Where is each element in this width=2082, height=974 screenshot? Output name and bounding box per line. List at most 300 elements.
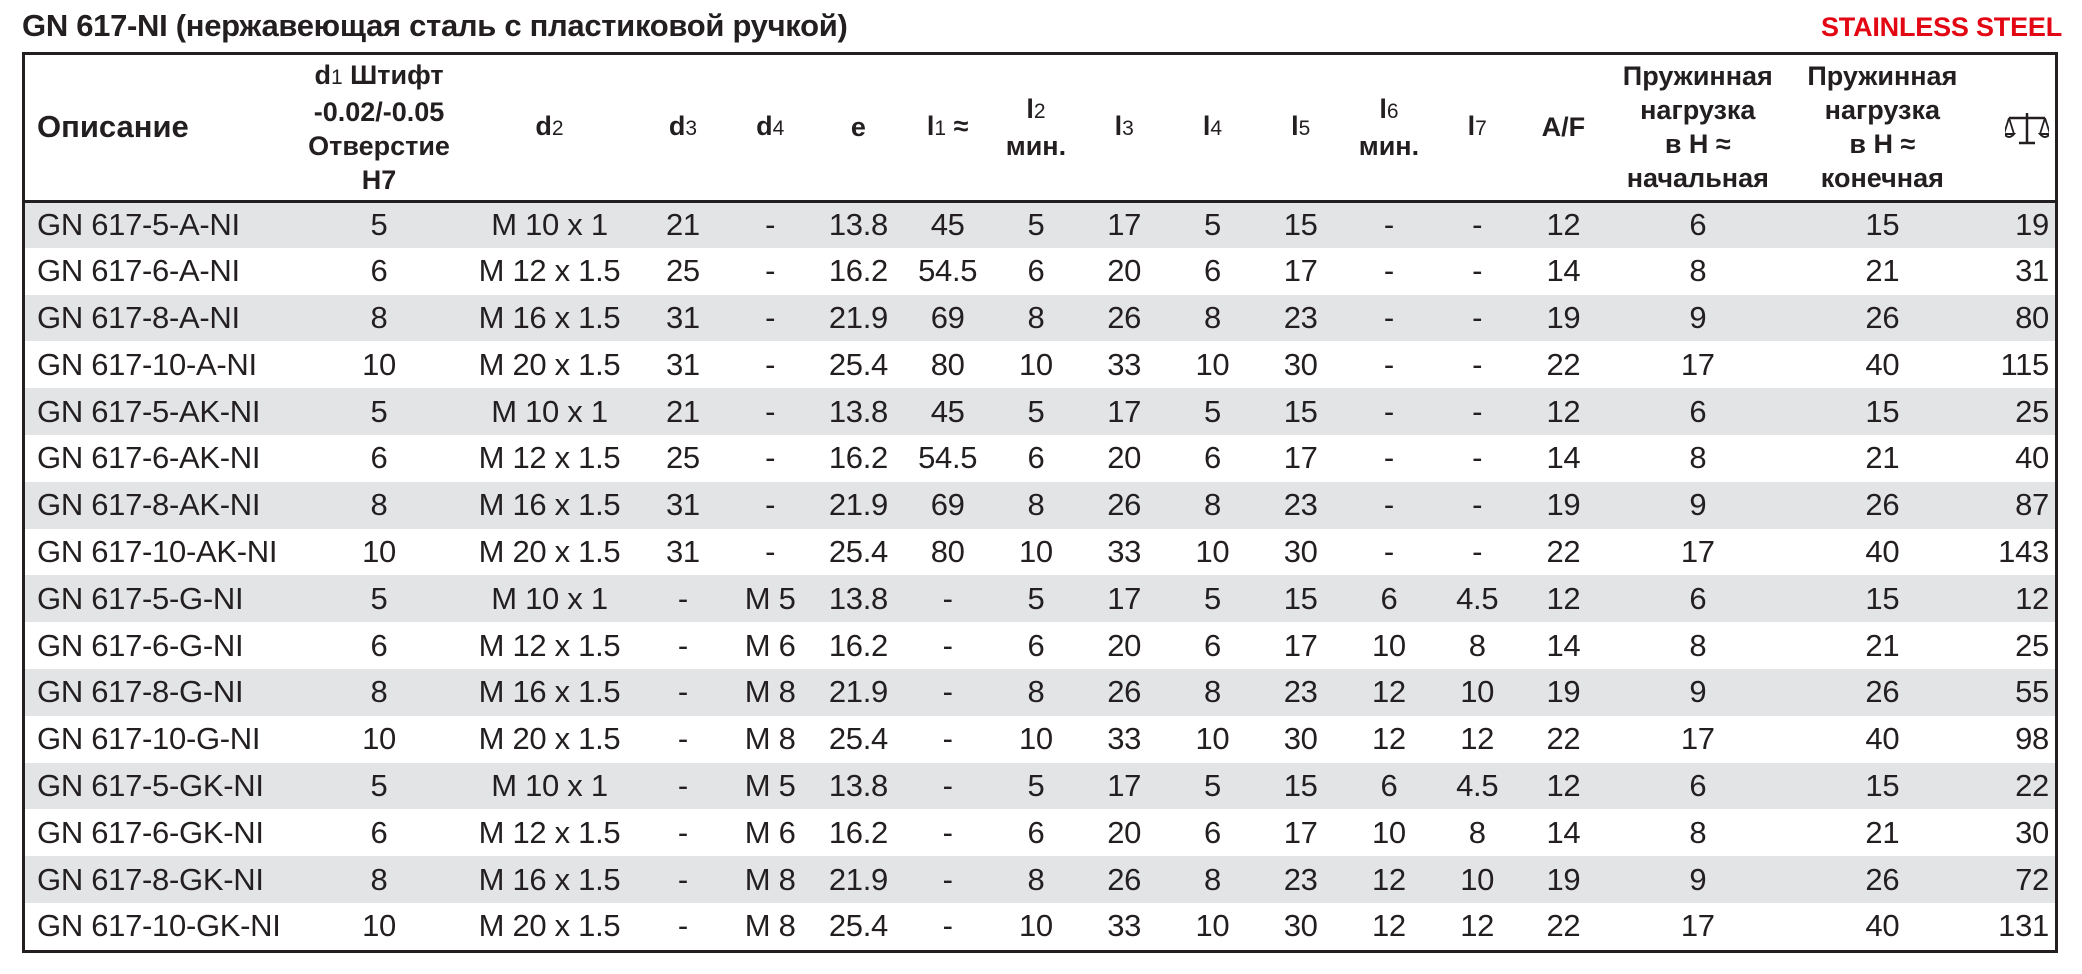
cell-spring-final: 26 [1865,674,1900,710]
cell-d2: M 20 x 1.5 [478,908,621,944]
cell-spring-initial: 8 [1689,814,1707,850]
cell-d3: 31 [665,487,700,523]
cell-l1: - [942,721,953,757]
cell-l7: 12 [1460,721,1495,757]
cell-d2: M 10 x 1 [491,393,608,429]
table-body [25,201,2055,950]
cell-l6: 12 [1371,674,1406,710]
cell-spring-final: 21 [1865,627,1900,663]
cell-af: 22 [1546,533,1581,569]
cell-l4: 6 [1203,253,1221,289]
header-l2 [992,55,1080,201]
cell-d3: - [677,767,688,803]
cell-spring-final: 40 [1865,721,1900,757]
cell-d3: 31 [665,346,700,382]
cell-l2: 10 [1018,533,1053,569]
cell-weight: 19 [2015,207,2049,243]
material-badge: STAINLESS STEEL [1820,12,2062,42]
header-l1 [904,55,992,201]
cell-description: GN 617-5-A-NI [37,207,240,243]
header-d2 [460,55,639,201]
cell-spring-initial: 6 [1689,393,1707,429]
cell-spring-final: 15 [1865,207,1900,243]
header-spring-final [1790,55,1975,201]
cell-l7: - [1472,393,1483,429]
cell-d2: M 12 x 1.5 [478,440,621,476]
cell-d2: M 10 x 1 [491,767,608,803]
cell-spring-final: 15 [1865,393,1900,429]
cell-d1: 8 [370,861,388,897]
cell-l5: 17 [1283,814,1318,850]
cell-d1: 6 [370,814,388,850]
table-row [25,669,2055,716]
specifications-table-frame [22,52,2058,953]
cell-weight: 12 [2015,580,2049,616]
cell-d1: 10 [362,346,396,382]
cell-af: 14 [1546,440,1581,476]
header-spring-final-line: Пружинная [1807,61,1958,92]
cell-l4: 6 [1203,440,1221,476]
cell-d2: M 12 x 1.5 [478,814,621,850]
header-l6-sub: 6 [1386,99,1399,123]
cell-l7: 4.5 [1456,580,1499,616]
cell-spring-initial: 9 [1689,861,1707,897]
header-row [25,55,2055,201]
cell-l7: 8 [1468,627,1486,663]
table-row [25,201,2055,248]
cell-l6: 12 [1371,861,1406,897]
header-l3-main: l [1114,110,1123,141]
cell-l3: 20 [1107,440,1142,476]
cell-af: 22 [1546,346,1581,382]
cell-description: GN 617-10-GK-NI [37,908,281,944]
cell-d2: M 20 x 1.5 [478,533,621,569]
cell-l5: 23 [1283,487,1318,523]
cell-l4: 8 [1203,299,1221,335]
cell-l7: 12 [1460,908,1495,944]
cell-spring-final: 40 [1865,908,1900,944]
header-d1-hole: Отверстие H7 [308,130,450,195]
cell-l1: - [942,908,953,944]
cell-l2: 10 [1018,721,1053,757]
cell-description: GN 617-8-GK-NI [37,861,264,897]
table-row [25,482,2055,529]
cell-description: GN 617-6-AK-NI [37,440,261,476]
cell-l4: 6 [1203,627,1221,663]
cell-weight: 25 [2015,393,2049,429]
cell-e: 25.4 [828,533,888,569]
table-row [25,716,2055,763]
cell-weight: 31 [2015,253,2049,289]
cell-d3: - [677,908,688,944]
cell-d1: 10 [362,908,396,944]
cell-description: GN 617-5-G-NI [37,580,244,616]
cell-l3: 20 [1107,814,1142,850]
cell-l5: 30 [1283,721,1318,757]
cell-d1: 10 [362,721,396,757]
header-l1-main: l [926,110,935,141]
cell-e: 21.9 [828,299,888,335]
cell-l4: 8 [1203,487,1221,523]
cell-e: 13.8 [828,580,888,616]
table-row [25,622,2055,669]
cell-l1: - [942,814,953,850]
cell-e: 16.2 [828,814,888,850]
header-l4-sub: 4 [1210,116,1223,140]
cell-spring-final: 26 [1865,487,1900,523]
header-l2-min: мин. [1005,130,1067,161]
header-l7-main: l [1467,110,1476,141]
cell-d4: M 8 [744,861,796,897]
cell-d1: 10 [362,533,396,569]
cell-d3: 25 [665,253,700,289]
cell-l1: 69 [930,299,965,335]
cell-l5: 23 [1283,674,1318,710]
cell-d2: M 20 x 1.5 [478,346,621,382]
header-l5-main: l [1291,110,1299,141]
cell-d4: M 8 [744,721,796,757]
header-d1-tolerance: -0.02/-0.05 [313,96,445,127]
cell-l2: 6 [1027,627,1045,663]
cell-e: 25.4 [828,908,888,944]
cell-l3: 33 [1107,346,1142,382]
header-l5 [1257,55,1345,201]
cell-d1: 5 [370,580,388,616]
cell-l7: 10 [1460,861,1495,897]
cell-spring-initial: 17 [1680,721,1715,757]
header-spring-final-line: нагрузка [1824,95,1940,126]
cell-spring-initial: 6 [1689,580,1707,616]
cell-d1: 6 [370,627,388,663]
cell-l2: 5 [1027,580,1045,616]
cell-d2: M 12 x 1.5 [478,253,621,289]
header-d1-label: Штифт [350,59,444,90]
cell-d4: - [765,440,776,476]
cell-l5: 23 [1283,861,1318,897]
table-row [25,763,2055,810]
header-d3-main: d [668,110,686,141]
header-l2-sub: 2 [1033,99,1046,123]
cell-e: 21.9 [828,487,888,523]
cell-weight: 115 [2000,346,2049,382]
table-row [25,248,2055,295]
cell-spring-final: 21 [1865,440,1900,476]
cell-l4: 10 [1195,533,1230,569]
cell-weight: 98 [2015,721,2049,757]
cell-d3: - [677,814,688,850]
cell-l2: 5 [1027,393,1045,429]
header-d2-sub: 2 [551,116,564,140]
header-l7-sub: 7 [1475,116,1487,140]
cell-weight: 30 [2015,814,2049,850]
cell-l6: - [1383,346,1394,382]
page-header [22,8,2062,52]
cell-description: GN 617-6-A-NI [37,253,240,289]
header-l6 [1345,55,1433,201]
cell-description: GN 617-8-A-NI [37,299,240,335]
cell-d3: 31 [665,533,700,569]
cell-af: 14 [1546,253,1581,289]
cell-d2: M 16 x 1.5 [478,674,621,710]
cell-l1: - [942,674,953,710]
cell-d4: M 6 [744,814,796,850]
cell-d2: M 20 x 1.5 [478,721,621,757]
cell-d2: M 16 x 1.5 [478,299,621,335]
header-l7 [1433,55,1521,201]
cell-d3: - [677,627,688,663]
cell-l5: 15 [1283,580,1318,616]
table-row [25,903,2055,950]
cell-l6: - [1383,393,1394,429]
cell-e: 16.2 [828,440,888,476]
cell-d2: M 16 x 1.5 [478,861,621,897]
cell-spring-initial: 8 [1689,440,1707,476]
cell-d2: M 16 x 1.5 [478,487,621,523]
cell-l6: - [1383,487,1394,523]
header-l5-sub: 5 [1298,116,1311,140]
cell-l7: 8 [1468,814,1486,850]
cell-l5: 30 [1283,908,1318,944]
cell-l2: 8 [1027,674,1045,710]
cell-af: 12 [1546,767,1581,803]
header-l2-main: l [1026,93,1034,124]
cell-l6: 6 [1380,580,1398,616]
cell-d4: - [765,346,776,382]
cell-l2: 6 [1027,440,1045,476]
cell-l4: 6 [1203,814,1221,850]
cell-d3: - [677,674,688,710]
cell-spring-initial: 9 [1689,487,1707,523]
page-title: GN 617-NI (нержавеющая сталь с пластиковой ручкой) [22,8,848,43]
cell-spring-initial: 8 [1689,253,1707,289]
cell-af: 14 [1546,814,1581,850]
cell-l3: 33 [1107,533,1142,569]
cell-l6: - [1383,253,1394,289]
cell-d1: 6 [370,253,388,289]
cell-e: 13.8 [828,767,888,803]
header-l3 [1080,55,1168,201]
cell-d4: - [765,487,776,523]
cell-l4: 8 [1203,674,1221,710]
cell-l4: 5 [1203,767,1221,803]
cell-l1: 45 [930,393,965,429]
cell-l1: 54.5 [918,253,978,289]
cell-d1: 5 [370,393,388,429]
cell-l3: 26 [1107,487,1142,523]
cell-l4: 8 [1203,861,1221,897]
cell-spring-initial: 17 [1680,908,1715,944]
header-l1-sub: 1 [934,116,947,140]
cell-d3: 25 [665,440,700,476]
cell-l7: - [1472,299,1483,335]
cell-spring-final: 21 [1865,814,1900,850]
header-spring-final-line: в Н ≈ [1849,129,1916,160]
cell-weight: 80 [2015,299,2049,335]
header-af: A/F [1521,55,1605,201]
cell-description: GN 617-6-GK-NI [37,814,264,850]
cell-e: 21.9 [828,861,888,897]
header-l6-min: мин. [1358,130,1420,161]
cell-l3: 26 [1107,674,1142,710]
cell-l2: 6 [1027,253,1045,289]
cell-l4: 5 [1203,580,1221,616]
header-l3-sub: 3 [1122,116,1134,140]
cell-l5: 30 [1283,346,1318,382]
cell-l3: 26 [1107,299,1142,335]
cell-l3: 17 [1107,393,1142,429]
header-l4-main: l [1202,110,1211,141]
header-l6-main: l [1379,93,1387,124]
header-d4-sub: 4 [772,116,785,140]
cell-l5: 23 [1283,299,1318,335]
header-l1-suffix: ≈ [953,110,969,141]
cell-l4: 10 [1195,721,1230,757]
cell-spring-final: 40 [1865,346,1900,382]
table-row [25,435,2055,482]
cell-description: GN 617-5-AK-NI [37,393,261,429]
cell-af: 19 [1546,299,1581,335]
cell-af: 22 [1546,721,1581,757]
cell-description: GN 617-5-GK-NI [37,767,264,803]
cell-d3: 21 [665,393,700,429]
cell-af: 19 [1546,861,1581,897]
cell-l5: 30 [1283,533,1318,569]
cell-d1: 6 [370,440,388,476]
cell-l5: 17 [1283,440,1318,476]
cell-weight: 131 [1998,908,2049,944]
scale-icon [2005,110,2049,146]
cell-l3: 33 [1107,721,1142,757]
cell-d3: 31 [665,299,700,335]
cell-spring-final: 26 [1865,861,1900,897]
cell-l3: 26 [1107,861,1142,897]
cell-e: 13.8 [828,207,888,243]
cell-l7: 10 [1460,674,1495,710]
cell-l6: 6 [1380,767,1398,803]
header-d2-main: d [535,110,552,141]
header-spring-initial-line: Пружинная [1622,61,1773,92]
cell-l5: 15 [1283,207,1318,243]
cell-l4: 5 [1203,393,1221,429]
cell-l6: 12 [1371,721,1406,757]
cell-l5: 15 [1283,767,1318,803]
cell-l1: - [942,627,953,663]
specifications-table [25,55,2055,950]
table-row [25,388,2055,435]
cell-l6: - [1383,533,1394,569]
header-spring-initial-line: нагрузка [1640,95,1756,126]
header-weight [1975,55,2055,201]
cell-spring-initial: 17 [1680,533,1715,569]
header-spring-final-line: конечная [1820,163,1944,194]
cell-l6: - [1383,207,1394,243]
cell-l6: - [1383,440,1394,476]
table-header [25,55,2055,201]
header-description: Описание [25,55,298,201]
cell-e: 25.4 [828,346,888,382]
cell-weight: 143 [1998,533,2049,569]
header-spring-initial-line: начальная [1626,163,1769,194]
cell-d4: - [765,393,776,429]
cell-l1: - [942,767,953,803]
cell-d4: - [765,253,776,289]
cell-l2: 8 [1027,487,1045,523]
cell-d4: M 5 [744,767,796,803]
header-spring-initial-line: в Н ≈ [1664,129,1731,160]
cell-description: GN 617-8-AK-NI [37,487,261,523]
cell-weight: 72 [2015,861,2049,897]
cell-l3: 17 [1107,767,1142,803]
cell-e: 16.2 [828,627,888,663]
cell-spring-final: 40 [1865,533,1900,569]
cell-l7: - [1472,533,1483,569]
cell-l6: - [1383,299,1394,335]
cell-l2: 5 [1027,207,1045,243]
table-row [25,341,2055,388]
cell-description: GN 617-10-A-NI [37,346,257,382]
cell-l5: 17 [1283,253,1318,289]
cell-l1: 80 [930,533,965,569]
cell-description: GN 617-8-G-NI [37,674,244,710]
header-d1 [298,55,460,201]
cell-d4: M 5 [744,580,796,616]
cell-spring-initial: 9 [1689,674,1707,710]
cell-description: GN 617-10-G-NI [37,721,261,757]
cell-d4: M 8 [744,908,796,944]
cell-d4: - [765,533,776,569]
cell-spring-final: 15 [1865,767,1900,803]
cell-af: 12 [1546,207,1581,243]
header-d1-main: d [314,59,331,90]
cell-spring-initial: 6 [1689,767,1707,803]
cell-weight: 25 [2015,627,2049,663]
cell-l2: 8 [1027,861,1045,897]
cell-l1: 54.5 [918,440,978,476]
cell-d1: 8 [370,487,388,523]
cell-weight: 22 [2015,767,2049,803]
cell-e: 25.4 [828,721,888,757]
table-row [25,529,2055,576]
cell-l4: 10 [1195,346,1230,382]
header-e: e [813,55,903,201]
cell-d1: 8 [370,299,388,335]
cell-l6: 10 [1371,814,1406,850]
table-row [25,295,2055,342]
cell-l7: 4.5 [1456,767,1499,803]
cell-af: 19 [1546,674,1581,710]
cell-l4: 10 [1195,908,1230,944]
cell-af: 12 [1546,580,1581,616]
cell-l2: 6 [1027,814,1045,850]
cell-d4: - [765,207,776,243]
cell-l3: 20 [1107,253,1142,289]
cell-l2: 10 [1018,908,1053,944]
cell-l3: 17 [1107,580,1142,616]
header-d4-main: d [756,110,773,141]
table-row [25,575,2055,622]
cell-weight: 40 [2015,440,2049,476]
header-d4 [727,55,813,201]
cell-d2: M 12 x 1.5 [478,627,621,663]
cell-e: 13.8 [828,393,888,429]
cell-l1: 69 [930,487,965,523]
cell-l6: 12 [1371,908,1406,944]
cell-e: 16.2 [828,253,888,289]
cell-d1: 5 [370,207,388,243]
cell-l7: - [1472,440,1483,476]
cell-e: 21.9 [828,674,888,710]
cell-spring-initial: 9 [1689,299,1707,335]
